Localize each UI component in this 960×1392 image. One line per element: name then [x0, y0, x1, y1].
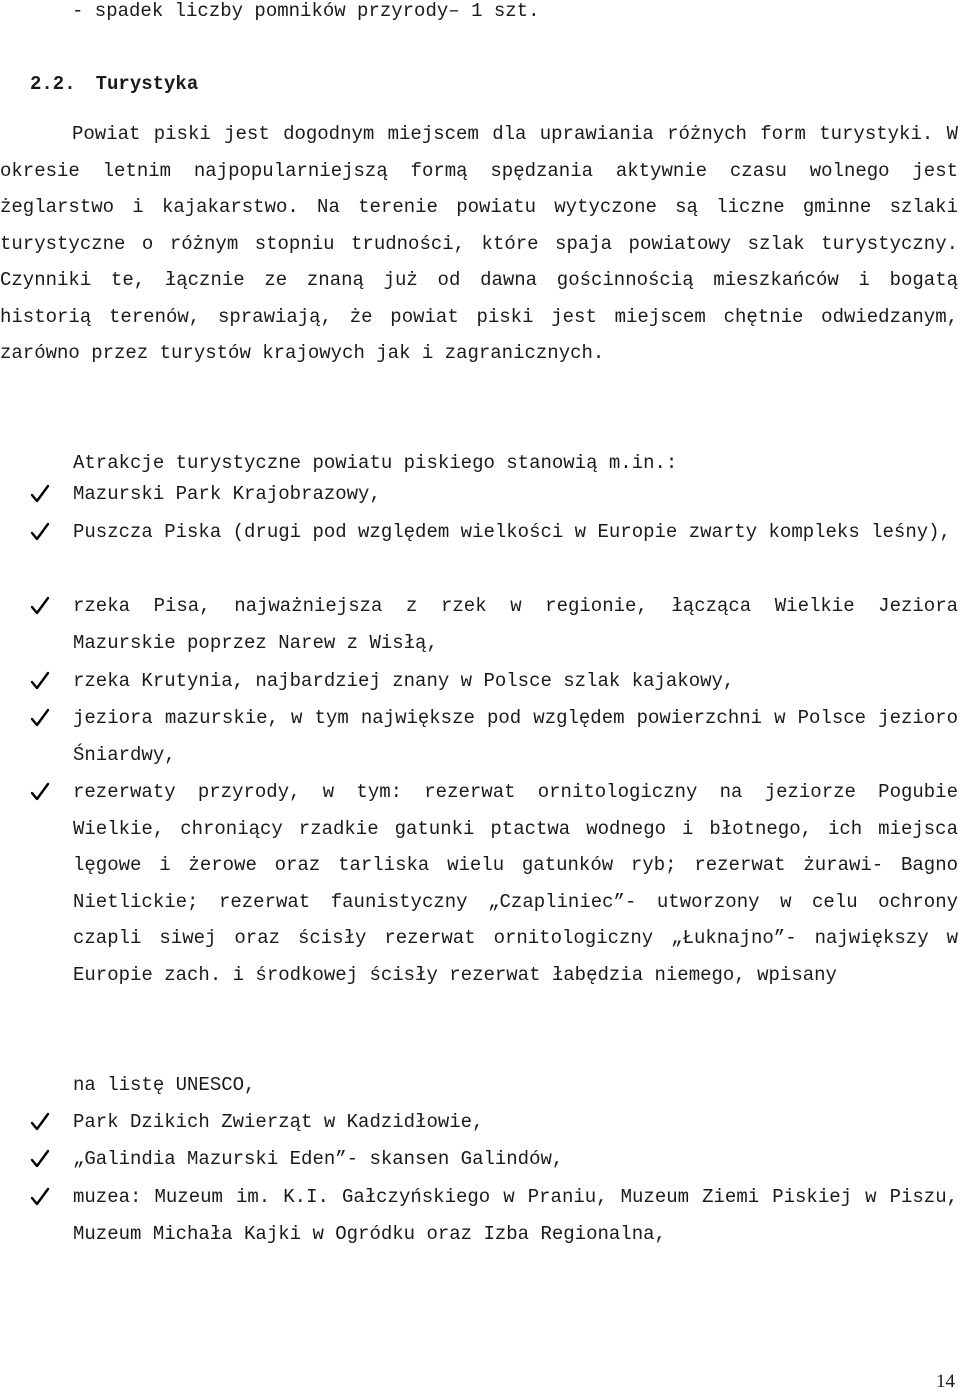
- section-title: Turystyka: [95, 73, 199, 95]
- checkmark-icon: [30, 594, 50, 618]
- body-paragraph: Powiat piski jest dogodnym miejscem dla uprawiania różnych form turystyki. W okresie letnim najpopularniejszą formą spędzania aktywnie czasu wolnego jest żeglarstwo i kajakarstwo. Na terenie powiatu wytyczone są liczne gminne szlaki turystyczne o różnym stopniu trudności, które spaja powiatowy szlak turystyczny. Czynniki te, łącznie ze znaną już od dawna gościnnością mieszkańców i bogatą historią terenów, sprawiają, że powiat piski jest miejscem chętnie odwiedzanym, zarówno przez turystów krajowych jak i zagranicznych.: [0, 123, 958, 364]
- list-item-text: na listę UNESCO,: [73, 1074, 256, 1096]
- checkmark-icon: [30, 1110, 50, 1134]
- checkmark-icon: [30, 1185, 50, 1209]
- list-item-text: Park Dzikich Zwierząt w Kadzidłowie,: [73, 1111, 484, 1133]
- checkmark-icon: [30, 1147, 50, 1171]
- checkmark-icon: [30, 780, 50, 804]
- checkmark-icon: [30, 482, 50, 506]
- list-item-text: rzeka Krutynia, najbardziej znany w Polsce szlak kajakowy,: [73, 670, 735, 692]
- list-item-text: rezerwaty przyrody, w tym: rezerwat ornitologiczny na jeziorze Pogubie Wielkie, chroniący rzadkie gatunki ptactwa wodnego i błotnego, ich miejsca lęgowe i żerowe oraz tarliska wielu gatunków ryb; rezerwat żurawi- Bagno Nietlickie; rezerwat faunistyczny „Czapliniec”- utworzony w celu ochrony czapli siwej oraz ścisły rezerwat ornitologiczny „Łuknajno”- największy w Europie zach. i środkowej ścisły rezerwat łabędzia niemego, wpisany: [73, 781, 958, 986]
- top-line-text: - spadek liczby pomników przyrody– 1 szt.: [72, 0, 540, 22]
- list-item-text: Mazurski Park Krajobrazowy,: [73, 483, 381, 505]
- list-item-text: jeziora mazurskie, w tym największe pod względem powierzchni w Polsce jezioro Śniardwy,: [73, 707, 958, 766]
- attractions-intro: Atrakcje turystyczne powiatu piskiego stanowią m.in.:: [73, 452, 678, 474]
- list-item-text: Puszcza Piska (drugi pod względem wielkości w Europie zwarty kompleks leśny),: [73, 521, 951, 543]
- list-item-text: rzeka Pisa, najważniejsza z rzek w regionie, łącząca Wielkie Jeziora Mazurskie poprzez Narew z Wisłą,: [73, 595, 958, 654]
- page-number: 14: [936, 1371, 955, 1392]
- list-item-text: „Galindia Mazurski Eden”- skansen Galindów,: [73, 1148, 564, 1170]
- checkmark-icon: [30, 669, 50, 693]
- list-item-text: muzea: Muzeum im. K.I. Gałczyńskiego w Praniu, Muzeum Ziemi Piskiej w Piszu, Muzeum Michała Kajki w Ogródku oraz Izba Regionalna,: [73, 1186, 958, 1245]
- section-number: 2.2.: [30, 73, 76, 95]
- checkmark-icon: [30, 520, 50, 544]
- checkmark-icon: [30, 706, 50, 730]
- section-heading: [30, 72, 198, 96]
